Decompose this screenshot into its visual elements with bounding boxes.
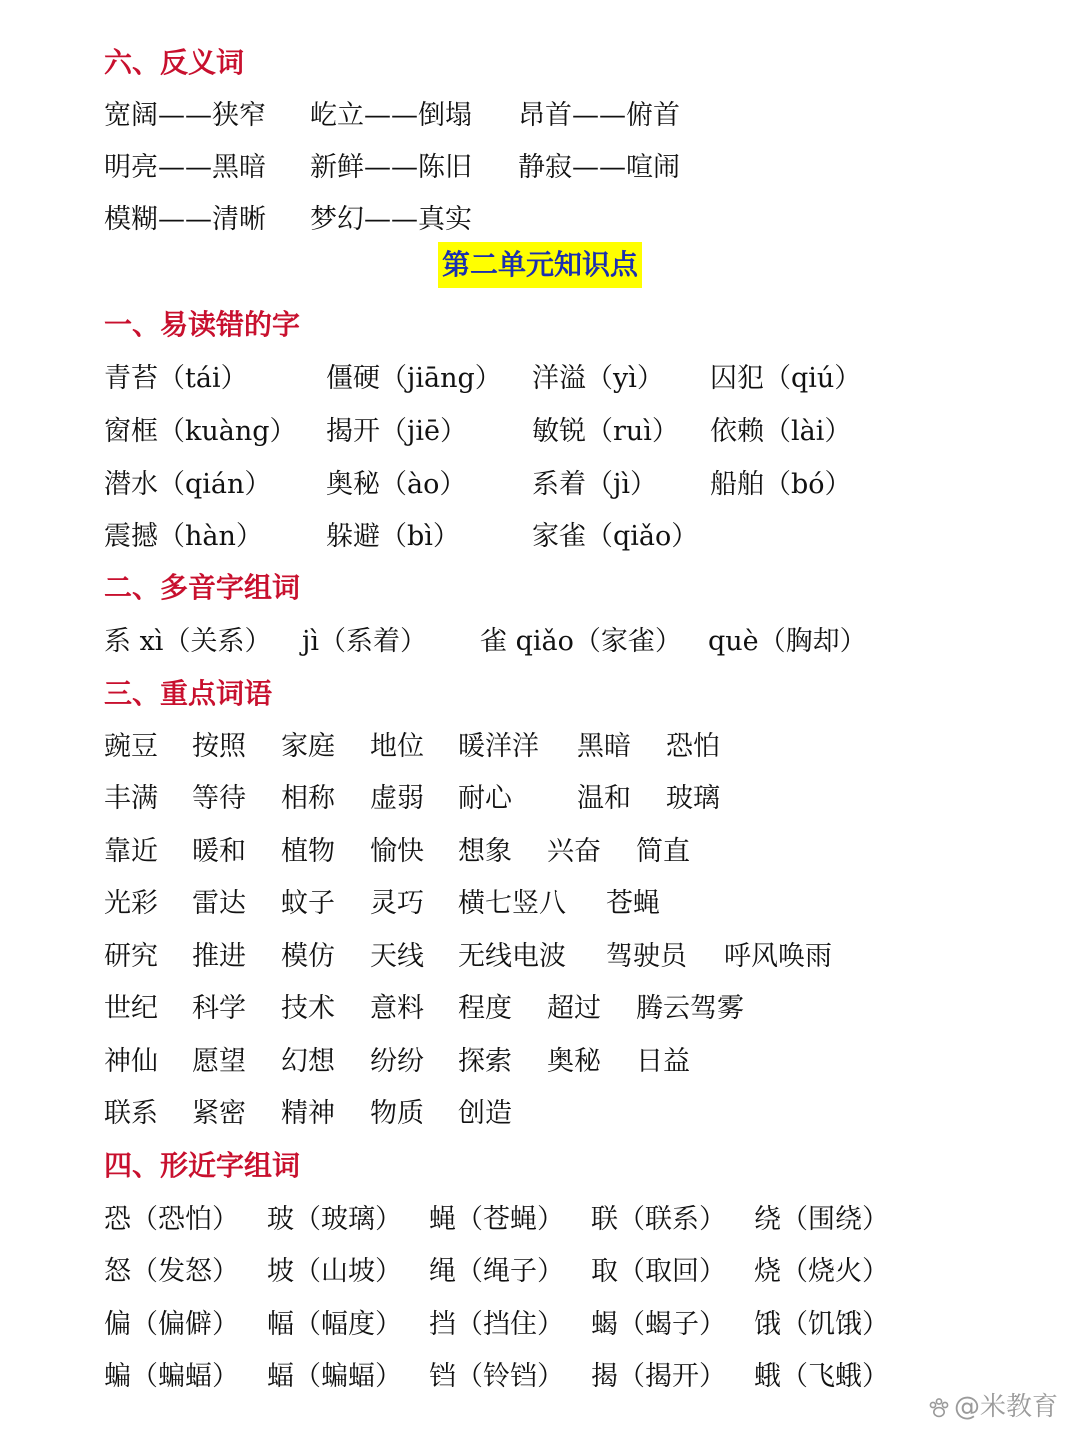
key-word: 腾云驾雾 — [636, 993, 744, 1024]
key-word: 天线 — [370, 941, 424, 972]
antonym-pair: 模糊——清晰 — [104, 204, 266, 235]
key-word: 灵巧 — [370, 888, 424, 919]
key-word: 丰满 — [104, 783, 158, 814]
key-word: 等待 — [192, 783, 246, 814]
key-word: 意料 — [370, 993, 424, 1024]
misread-word: 洋溢（yì） — [532, 363, 664, 394]
watermark-text: @米教育 — [953, 1392, 1058, 1422]
section1-heading: 一、易读错的字 — [104, 308, 301, 341]
similar-char-item: 烧（烧火） — [754, 1256, 889, 1287]
section3-heading: 三、重点词语 — [104, 677, 273, 710]
similar-char-item: 联（联系） — [591, 1204, 726, 1235]
key-word: 研究 — [104, 941, 158, 972]
key-word: 呼风唤雨 — [724, 941, 832, 972]
key-word: 愿望 — [192, 1046, 246, 1077]
misread-word: 系着（jì） — [532, 469, 658, 500]
key-word: 精神 — [281, 1098, 335, 1129]
misread-word: 窗框（kuàng） — [104, 416, 297, 447]
similar-char-item: 绳（绳子） — [429, 1256, 564, 1287]
key-word: 蚊子 — [281, 888, 335, 919]
key-word: 物质 — [370, 1098, 424, 1129]
similar-char-item: 幅（幅度） — [267, 1309, 402, 1340]
key-word: 想象 — [458, 836, 512, 867]
antonym-pair: 明亮——黑暗 — [104, 152, 266, 183]
polyphone-item: què（胸却） — [708, 626, 867, 657]
section6-heading: 六、反义词 — [104, 46, 245, 79]
key-word: 苍蝇 — [606, 888, 660, 919]
similar-char-item: 绕（围绕） — [754, 1204, 889, 1235]
key-word: 世纪 — [104, 993, 158, 1024]
misread-word: 躲避（bì） — [326, 521, 460, 552]
key-word: 家庭 — [281, 731, 335, 762]
misread-word: 敏锐（ruì） — [532, 416, 679, 447]
key-word: 推进 — [192, 941, 246, 972]
misread-word: 奥秘（ào） — [326, 469, 467, 500]
key-word: 无线电波 — [458, 941, 566, 972]
similar-char-item: 挡（挡住） — [429, 1309, 564, 1340]
paw-icon — [928, 1396, 950, 1426]
antonym-pair: 新鲜——陈旧 — [310, 152, 472, 183]
antonym-pair: 昂首——俯首 — [518, 100, 680, 131]
key-word: 按照 — [192, 731, 246, 762]
misread-word: 僵硬（jiāng） — [326, 363, 502, 394]
misread-word: 潜水（qián） — [104, 469, 272, 500]
antonym-pair: 梦幻——真实 — [310, 204, 472, 235]
key-word: 科学 — [192, 993, 246, 1024]
misread-word: 船舶（bó） — [710, 469, 852, 500]
key-word: 程度 — [458, 993, 512, 1024]
similar-char-item: 玻（玻璃） — [267, 1204, 402, 1235]
similar-char-item: 蝇（苍蝇） — [429, 1204, 564, 1235]
key-word: 靠近 — [104, 836, 158, 867]
misread-word: 震撼（hàn） — [104, 521, 263, 552]
key-word: 日益 — [636, 1046, 690, 1077]
key-word: 紧密 — [192, 1098, 246, 1129]
misread-word: 青苔（tái） — [104, 363, 248, 394]
key-word: 地位 — [370, 731, 424, 762]
similar-char-item: 坡（山坡） — [267, 1256, 402, 1287]
unit-title: 第二单元知识点 — [438, 242, 642, 288]
key-word: 豌豆 — [104, 731, 158, 762]
key-word: 暖洋洋 — [458, 731, 539, 762]
watermark — [928, 1386, 1058, 1426]
key-word: 暖和 — [192, 836, 246, 867]
similar-char-item: 铛（铃铛） — [429, 1361, 564, 1392]
similar-char-item: 蝠（蝙蝠） — [267, 1361, 402, 1392]
key-word: 联系 — [104, 1098, 158, 1129]
key-word: 超过 — [547, 993, 601, 1024]
misread-word: 依赖（lài） — [710, 416, 852, 447]
key-word: 横七竖八 — [458, 888, 566, 919]
similar-char-item: 怒（发怒） — [104, 1256, 239, 1287]
similar-char-item: 揭（揭开） — [591, 1361, 726, 1392]
key-word: 创造 — [458, 1098, 512, 1129]
key-word: 兴奋 — [547, 836, 601, 867]
key-word: 简直 — [636, 836, 690, 867]
key-word: 植物 — [281, 836, 335, 867]
key-word: 技术 — [281, 993, 335, 1024]
key-word: 恐怕 — [666, 731, 720, 762]
unit-title-wrapper — [0, 242, 1080, 288]
polyphone-item: jì（系着） — [302, 626, 428, 657]
similar-char-item: 饿（饥饿） — [754, 1309, 889, 1340]
polyphone-item: 雀 qiǎo（家雀） — [480, 626, 682, 657]
polyphone-item: 系 xì（关系） — [104, 626, 272, 657]
antonym-pair: 静寂——喧闹 — [518, 152, 680, 183]
key-word: 黑暗 — [577, 731, 631, 762]
similar-char-item: 蝙（蝙蝠） — [104, 1361, 239, 1392]
similar-char-item: 取（取回） — [591, 1256, 726, 1287]
key-word: 雷达 — [192, 888, 246, 919]
similar-char-item: 蛾（飞蛾） — [754, 1361, 889, 1392]
section4-heading: 四、形近字组词 — [104, 1149, 301, 1182]
key-word: 耐心 — [458, 783, 512, 814]
key-word: 驾驶员 — [606, 941, 687, 972]
similar-char-item: 恐（恐怕） — [104, 1204, 239, 1235]
key-word: 虚弱 — [370, 783, 424, 814]
antonym-pair: 屹立——倒塌 — [310, 100, 472, 131]
key-word: 愉快 — [370, 836, 424, 867]
key-word: 玻璃 — [666, 783, 720, 814]
misread-word: 揭开（jiē） — [326, 416, 467, 447]
key-word: 幻想 — [281, 1046, 335, 1077]
key-word: 神仙 — [104, 1046, 158, 1077]
misread-word: 囚犯（qiú） — [710, 363, 862, 394]
misread-word: 家雀（qiǎo） — [532, 521, 699, 552]
similar-char-item: 蝎（蝎子） — [591, 1309, 726, 1340]
key-word: 奥秘 — [547, 1046, 601, 1077]
similar-char-item: 偏（偏僻） — [104, 1309, 239, 1340]
key-word: 温和 — [577, 783, 631, 814]
section2-heading: 二、多音字组词 — [104, 571, 301, 604]
antonym-pair: 宽阔——狭窄 — [104, 100, 266, 131]
key-word: 纷纷 — [370, 1046, 424, 1077]
key-word: 探索 — [458, 1046, 512, 1077]
key-word: 模仿 — [281, 941, 335, 972]
key-word: 相称 — [281, 783, 335, 814]
key-word: 光彩 — [104, 888, 158, 919]
